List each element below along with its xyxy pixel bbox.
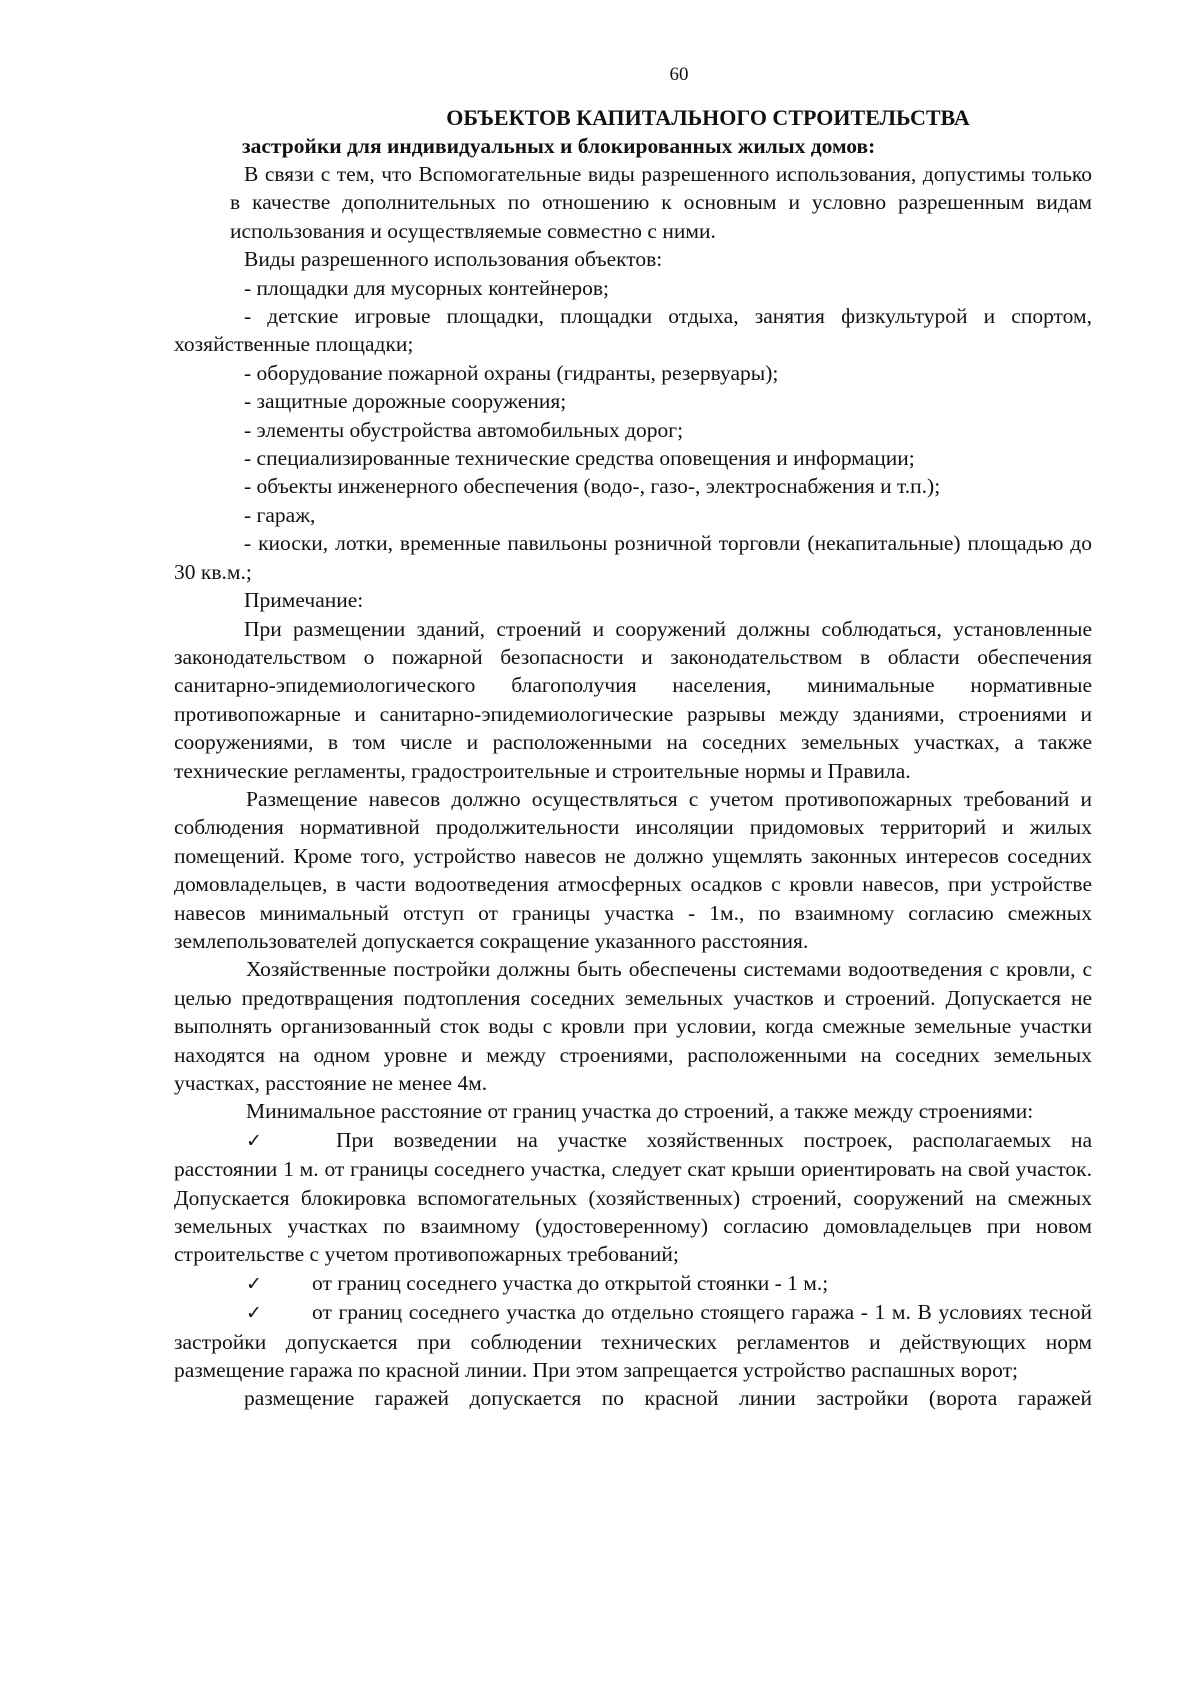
check-list-text: от границ соседнего участка до отдельно стоящего гаража - 1 м. В условиях тесной застройки допускается при соблюдении технических регламентов и действующих норм размещение гаража по красной линии. При этом запрещается устройство распашных ворот; — [174, 1300, 1092, 1383]
check-list-item — [174, 1126, 1092, 1269]
body-paragraph: Размещение навесов должно осуществляться с учетом противопожарных требований и соблюдения нормативной продолжительности инсоляции придомовых территорий и жилых помещений. Кроме того, устройство навесов не должно ущемлять законных интересов соседних домовладельцев, в части водоотведения атмосферных осадков с кровли навесов, при устройстве навесов минимальный отступ от границы участка - 1м., по взаимному согласию смежных землепользователей допускается сокращение указанного расстояния. — [174, 786, 1092, 953]
last-line: размещение гаражей допускается по красной линии застройки (ворота гаражей — [244, 1386, 1092, 1411]
intro-paragraph: В связи с тем, что Вспомогательные виды разрешенного использования, допустимы только в качестве дополнительных по отношению к основным и условно разрешенным видам использования и осуществляемые совместно с ними. — [230, 162, 1092, 243]
check-mark-icon: ✓ — [246, 1129, 262, 1152]
usage-item: - специализированные технические средства оповещения и информации; — [244, 446, 915, 471]
usage-item: - киоски, лотки, временные павильоны розничной торговли (некапитальные) площадью до 30 кв.м.; — [174, 531, 1092, 584]
usage-item: - защитные дорожные сооружения; — [244, 389, 567, 414]
check-list-text: При возведении на участке хозяйственных построек, располагаемых на расстоянии 1 м. от границы соседнего участка, следует скат крыши ориентировать на свой участок. Допускается блокировка вспомогательных (хозяйственных) строений, сооружений на смежных земельных участках по взаимному (удостоверенному) согласию домовладельцев при новом строительстве с учетом противопожарных требований; — [174, 1127, 1092, 1267]
note-label: Примечание: — [244, 588, 364, 613]
document-page — [174, 64, 1092, 1413]
check-mark-icon: ✓ — [246, 1272, 262, 1295]
body-paragraph: Минимальное расстояние от границ участка до строений, а также между строениями: — [246, 1099, 1034, 1124]
check-list-item — [174, 1269, 1092, 1298]
usage-item: - оборудование пожарной охраны (гидранты, резервуары); — [244, 360, 779, 385]
check-mark-icon: ✓ — [246, 1302, 262, 1325]
usage-title: Виды разрешенного использования объектов: — [244, 247, 663, 272]
check-list-item — [174, 1298, 1092, 1384]
usage-item: - элементы обустройства автомобильных дорог; — [244, 417, 684, 442]
check-list-text: от границ соседнего участка до открытой стоянки - 1 м.; — [312, 1270, 829, 1295]
body-paragraph: При размещении зданий, строений и сооружений должны соблюдаться, установленные законодательством о пожарной безопасности и законодательством в области обеспечения санитарно-эпидемиологического благополучия населения, минимальные нормативные противопожарные и санитарно-эпидемиологические разрывы между зданиями, строениями и сооружениями, в том числе и расположенными на соседних земельных участках, а также технические регламенты, градостроительные и строительные нормы и Правила. — [174, 616, 1092, 783]
body-paragraph: Хозяйственные постройки должны быть обеспечены системами водоотведения с кровли, с целью предотвращения подтопления соседних земельных участков и строений. Допускается не выполнять организованный сток воды с кровли при условии, когда смежные земельные участки находятся на одном уровне и между строениями, расположенными на соседних земельных участках, расстояние не менее 4м. — [174, 957, 1092, 1095]
page-number: 60 — [669, 64, 689, 85]
usage-item: - гараж, — [244, 502, 316, 527]
usage-item: - детские игровые площадки, площадки отдыха, занятия физкультурой и спортом, хозяйственные площадки; — [174, 304, 1092, 357]
section-subheading: застройки для индивидуальных и блокированных жилых домов: — [242, 134, 876, 158]
section-heading: ОБЪЕКТОВ КАПИТАЛЬНОГО СТРОИТЕЛЬСТВА — [446, 105, 970, 130]
usage-item: - объекты инженерного обеспечения (водо-, газо-, электроснабжения и т.п.); — [244, 474, 941, 499]
usage-item: - площадки для мусорных контейнеров; — [244, 275, 610, 300]
